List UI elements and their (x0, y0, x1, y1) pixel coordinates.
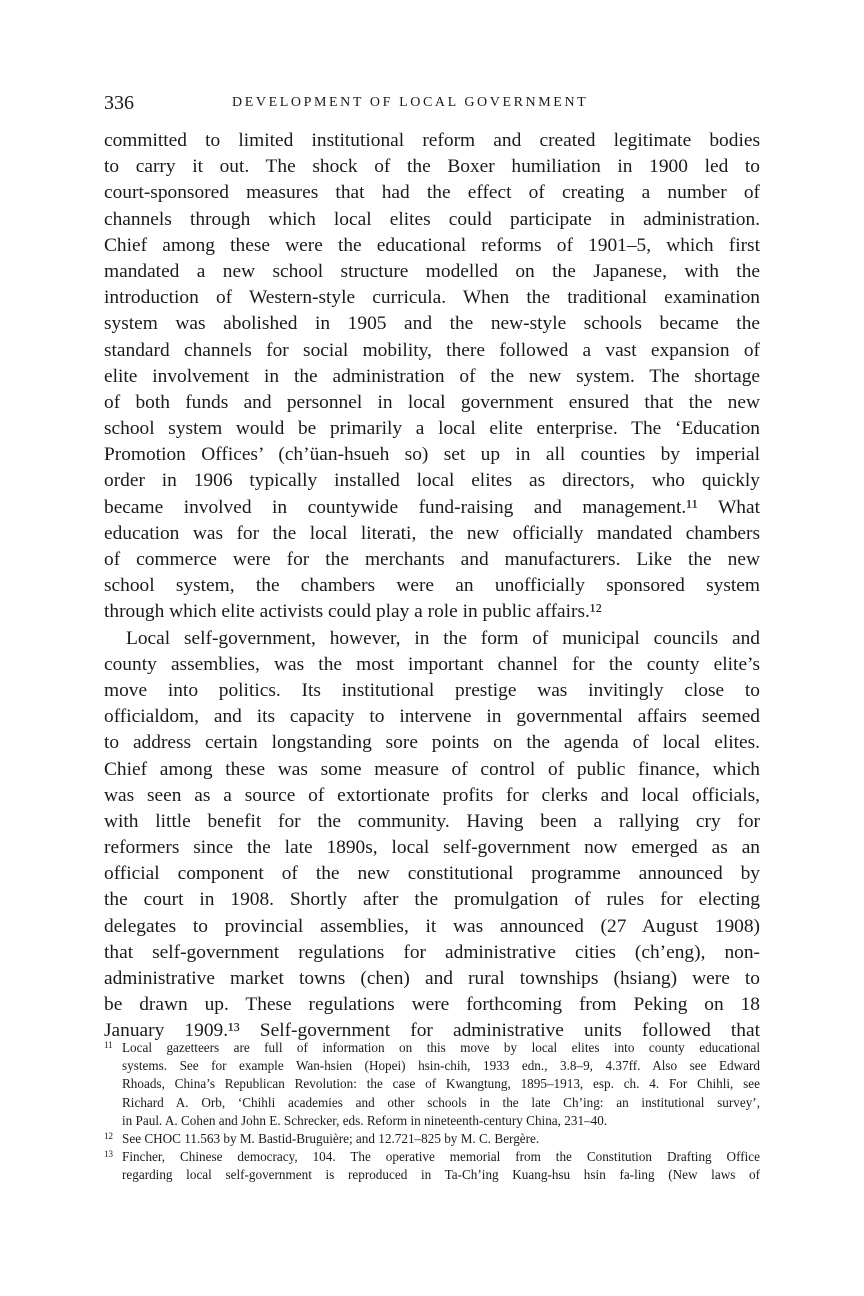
footnote-line: Richard A. Orb, ‘Chihli academies and other schools in the late Ch’ing: an institutional survey’, (122, 1094, 760, 1110)
body-line: court-sponsored measures that had the effect of creating a number of (104, 182, 760, 204)
body-line: was seen as a source of extortionate profits for clerks and local officials, (104, 784, 760, 806)
body-line: education was for the local literati, the new officially mandated chambers (104, 522, 760, 544)
footnote-number: 12 (104, 1130, 113, 1141)
footnote-line: in Paul. A. Cohen and John E. Schrecker, eds. Reform in nineteenth-century China, 231–40. (122, 1112, 608, 1128)
body-line: delegates to provincial assemblies, it was announced (27 August 1908) (104, 915, 760, 937)
footnote-line-row (104, 1166, 760, 1184)
footnote-line: Local gazetteers are full of information on this move by local elites into county educational (122, 1040, 760, 1055)
footnote-line: See CHOC 11.563 by M. Bastid-Bruguière; and 12.721–825 by M. C. Bergère. (122, 1130, 540, 1146)
body-line: school system would be primarily a local elite enterprise. The ‘Education (104, 418, 760, 440)
body-line: became involved in countywide fund-raising and management.¹¹ What (104, 496, 760, 518)
body-line: official component of the new constitutional programme announced by (104, 863, 760, 885)
footnote-13 (104, 1148, 760, 1166)
body-line: January 1909.¹³ Self-government for administrative units followed that (104, 1020, 760, 1042)
body-line: move into politics. Its institutional prestige was invitingly close to (104, 679, 760, 701)
footnote-line-row (104, 1075, 760, 1093)
body-line: Promotion Offices’ (ch’üan-hsueh so) set up in all counties by imperial (104, 444, 760, 466)
body-text (104, 128, 760, 1045)
page-header (104, 92, 764, 116)
body-line: system was abolished in 1905 and the new-style schools became the (104, 313, 760, 335)
running-title: DEVELOPMENT OF LOCAL GOVERNMENT (232, 95, 589, 110)
body-line: of commerce were for the merchants and manufacturers. Like the new (104, 549, 760, 570)
body-line: introduction of Western-style curricula. When the traditional examination (104, 287, 760, 309)
footnote-line-row (104, 1057, 760, 1075)
body-line: county assemblies, was the most important channel for the county elite’s (104, 653, 760, 675)
body-line: the court in 1908. Shortly after the promulgation of rules for electing (104, 889, 760, 911)
body-line: be drawn up. These regulations were forthcoming from Peking on 18 (104, 994, 760, 1016)
body-line: through which elite activists could play a role in public affairs.¹² (104, 601, 602, 623)
footnote-11 (104, 1039, 760, 1057)
body-line: Chief among these was some measure of control of public finance, which (104, 758, 760, 780)
body-line: committed to limited institutional reform and created legitimate bodies (104, 130, 760, 151)
footnote-line: systems. See for example Wan-hsien (Hopei) hsin-chih, 1933 edn., 3.8–9, 4.37ff. Also see Edward (122, 1058, 760, 1074)
body-line: channels through which local elites could participate in administration. (104, 208, 760, 230)
body-line: with little benefit for the community. Having been a rallying cry for (104, 810, 760, 832)
footnote-number: 13 (104, 1149, 113, 1160)
body-line: standard channels for social mobility, there followed a vast expansion of (104, 339, 760, 361)
body-line: school system, the chambers were an unofficially sponsored system (104, 575, 760, 597)
body-line: mandated a new school structure modelled on the Japanese, with the (104, 260, 760, 282)
footnote-line: Rhoads, China’s Republican Revolution: the case of Kwangtung, 1895–1913, esp. ch. 4. For Chihli, see (122, 1076, 760, 1092)
footnote-number: 11 (104, 1040, 113, 1050)
footnote-line: Fincher, Chinese democracy, 104. The operative memorial from the Constitution Drafting Office (122, 1149, 760, 1165)
footnote-line: regarding local self-government is reproduced in Ta-Ch’ing Kuang-hsu hsin fa-ling (New laws of (122, 1167, 760, 1183)
body-line: administrative market towns (chen) and rural townships (hsiang) were to (104, 968, 760, 989)
page-number: 336 (104, 92, 134, 114)
body-line: order in 1906 typically installed local elites as directors, who quickly (104, 470, 760, 492)
body-line: to carry it out. The shock of the Boxer humiliation in 1900 led to (104, 156, 760, 178)
body-line: elite involvement in the administration of the new system. The shortage (104, 365, 760, 387)
footnote-line-row (104, 1094, 760, 1112)
body-line: Chief among these were the educational reforms of 1901–5, which first (104, 234, 760, 256)
footnote-line-row (104, 1112, 760, 1130)
footnotes (104, 1039, 760, 1185)
body-line: to address certain longstanding sore points on the agenda of local elites. (104, 732, 760, 754)
body-line: of both funds and personnel in local government ensured that the new (104, 391, 760, 413)
body-line: reformers since the late 1890s, local self-government now emerged as an (104, 837, 760, 859)
paragraph-start-line: Local self-government, however, in the form of municipal councils and (126, 627, 760, 649)
body-line: officialdom, and its capacity to intervene in governmental affairs seemed (104, 706, 760, 728)
footnote-12 (104, 1130, 760, 1148)
body-line: that self-government regulations for administrative cities (ch’eng), non- (104, 941, 760, 963)
